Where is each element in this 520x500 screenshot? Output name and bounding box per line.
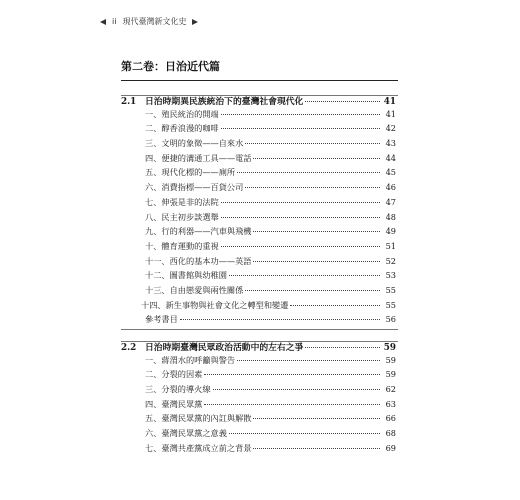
section-title: 日治時期臺灣民眾政治活動中的左右之爭 <box>145 343 304 353</box>
page-number: 55 <box>385 299 396 310</box>
toc-entry <box>121 300 396 315</box>
toc-entry <box>121 355 396 370</box>
dot-leader <box>180 319 380 320</box>
toc-entry <box>121 109 396 124</box>
entry-title: 十四、新生事物與社會文化之轉型和變遷 <box>141 299 289 310</box>
toc-entry <box>121 314 396 329</box>
toc-entry <box>121 285 396 300</box>
entry-title: 一、殖民統治的開端 <box>145 108 219 119</box>
entry-title: 三、文明的象徵——自來水 <box>145 138 244 149</box>
page-number: 41 <box>383 97 396 107</box>
entry-title: 十、體育運動的重視 <box>145 240 219 251</box>
dot-leader <box>305 347 380 348</box>
dot-leader <box>237 360 380 361</box>
dot-leader <box>253 231 380 232</box>
entry-title: 七、伸張是非的法院 <box>145 196 219 207</box>
entry-title: 一、蔣渭水的呼籲與警告 <box>145 354 236 365</box>
dot-leader <box>204 374 380 375</box>
entry-title: 八、民主初步談選舉 <box>145 211 219 222</box>
toc-entry <box>121 443 396 458</box>
page-number: 56 <box>385 314 396 325</box>
entry-title: 七、臺灣共產黨成立前之背景 <box>145 442 252 453</box>
toc-section-heading <box>121 94 396 109</box>
page-number: 62 <box>385 384 396 395</box>
toc-entry <box>121 138 396 153</box>
entry-title: 三、分裂的導火線 <box>145 384 211 395</box>
entry-title: 九、行的利器——汽車與飛機 <box>145 226 252 237</box>
toc-entry <box>121 241 396 256</box>
page-number: 63 <box>385 398 396 409</box>
toc-entry <box>121 167 396 182</box>
section-number: 2.1 <box>121 97 137 107</box>
toc-entry <box>121 270 396 285</box>
dot-leader <box>221 128 380 129</box>
dot-leader <box>253 418 380 419</box>
entry-title: 二、醇香浪漫的咖啡 <box>145 123 219 134</box>
page-number: 52 <box>385 255 396 266</box>
page-number: 59 <box>385 354 396 365</box>
page-number: 43 <box>385 138 396 149</box>
page-number: 68 <box>385 428 396 439</box>
dot-leader <box>229 275 380 276</box>
triangle-left-icon <box>100 19 106 25</box>
entry-title: 十一、西化的基本功——英語 <box>145 255 252 266</box>
dot-leader <box>253 448 380 449</box>
dot-leader <box>253 158 380 159</box>
dot-leader <box>290 305 380 306</box>
page-number: 69 <box>385 442 396 453</box>
page-number: 47 <box>385 196 396 207</box>
page-number: 59 <box>383 343 396 353</box>
running-header <box>100 16 198 27</box>
book-title: 現代臺灣新文化史 <box>122 17 187 26</box>
section-number: 2.2 <box>121 343 137 353</box>
page-number: 51 <box>385 240 396 251</box>
dot-leader <box>305 101 380 102</box>
entry-title: 二、分裂的因素 <box>145 369 203 380</box>
entry-title: 六、臺灣民眾黨之意義 <box>145 428 227 439</box>
dot-leader <box>213 389 380 390</box>
dot-leader <box>245 187 380 188</box>
toc-entry <box>121 123 396 138</box>
page-number: 44 <box>385 152 396 163</box>
entry-title: 六、消費指標——百貨公司 <box>145 182 244 193</box>
page-label: ii <box>112 17 117 26</box>
section-bottom-divider <box>121 329 398 330</box>
toc-entry <box>121 182 396 197</box>
toc-section-2-2 <box>121 340 396 458</box>
page-number: 53 <box>385 270 396 281</box>
entry-title: 四、便捷的溝通工具——電話 <box>145 152 252 163</box>
entry-title: 五、臺灣民眾黨的內訌與解散 <box>145 413 252 424</box>
page-number: 48 <box>385 211 396 222</box>
toc-section-heading <box>121 340 396 355</box>
toc-entry <box>121 369 396 384</box>
toc-entry <box>121 212 396 227</box>
dot-leader <box>221 246 380 247</box>
dot-leader <box>237 172 380 173</box>
toc-entry <box>121 399 396 414</box>
page-number: 55 <box>385 284 396 295</box>
toc-entry <box>121 413 396 428</box>
dot-leader <box>253 261 380 262</box>
part-divider <box>121 80 398 81</box>
toc-entry <box>121 384 396 399</box>
page-number: 42 <box>385 123 396 134</box>
toc-section-2-1 <box>121 94 396 329</box>
page-number: 49 <box>385 226 396 237</box>
dot-leader <box>245 290 380 291</box>
dot-leader <box>221 202 380 203</box>
triangle-right-icon <box>192 19 198 25</box>
entry-title: 十二、圖書館與幼稚園 <box>145 270 227 281</box>
dot-leader <box>221 114 380 115</box>
page-number: 45 <box>385 167 396 178</box>
entry-title: 十三、自由戀愛與兩性關係 <box>145 284 244 295</box>
page-number: 59 <box>385 369 396 380</box>
dot-leader <box>229 433 380 434</box>
page-number: 66 <box>385 413 396 424</box>
dot-leader <box>245 143 380 144</box>
entry-title: 五、現代化標的——廁所 <box>145 167 236 178</box>
page-number: 41 <box>385 108 396 119</box>
entry-title: 四、臺灣民眾黨 <box>145 398 203 409</box>
section-title: 日治時期異民族統治下的臺灣社會現代化 <box>145 97 304 107</box>
dot-leader <box>204 404 380 405</box>
toc-entry <box>121 226 396 241</box>
toc-entry <box>121 256 396 271</box>
toc-entry <box>121 197 396 212</box>
dot-leader <box>221 217 380 218</box>
toc-entry <box>121 153 396 168</box>
entry-title: 參考書目 <box>145 314 178 325</box>
part-title: 第二卷：日治近代篇 <box>121 60 220 73</box>
page-number: 46 <box>385 182 396 193</box>
toc-entry <box>121 428 396 443</box>
